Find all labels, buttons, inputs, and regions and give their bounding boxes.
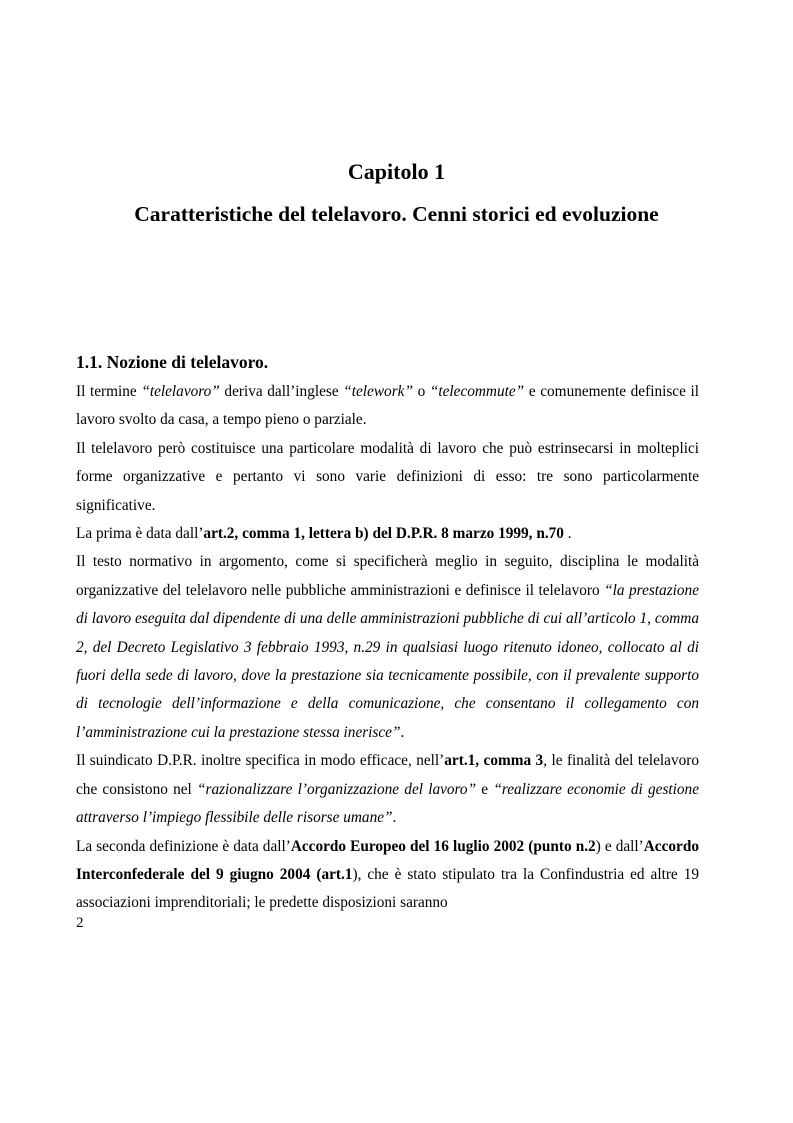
text-run: Il testo normativo in argomento, come si specificherà meglio in seguito, disciplina le modalità organizzative del telelavoro nelle pubbliche amministrazioni e definisce il telelavoro xyxy=(76,553,699,599)
page-number: 2 xyxy=(76,915,84,931)
body-text xyxy=(76,378,699,918)
paragraph-2 xyxy=(76,435,699,520)
italic-quote: “la prestazione di lavoro eseguita dal dipendente di una delle amministrazioni pubbliche di cui all’articolo 1, comma 2, del Decreto Legislativo 3 febbraio 1993, n.29 in qualsiasi luogo ritenuto idoneo, collocato al di fuori della sede di lavoro, dove la prestazione sia tecnicamente possibile, con il prevalente supporto di tecnologie dell’informazione e della comunicazione, che consentano il collegamento con l’amministrazione cui la prestazione stessa inerisce” xyxy=(76,581,699,741)
text-run: . xyxy=(400,723,405,741)
section-heading: 1.1. Nozione di telelavoro. xyxy=(76,352,269,372)
italic-term: “telelavoro” xyxy=(141,383,220,400)
chapter-title: Caratteristiche del telelavoro. Cenni storici ed evoluzione xyxy=(134,202,659,226)
text-run: ), che è stato stipulato tra la Confindustria ed altre 19 associazioni imprenditoriali; le predette disposizioni saranno xyxy=(76,865,699,912)
chapter-label: Capitolo 1 xyxy=(347,159,446,184)
text-run: e xyxy=(476,780,494,798)
text-run: . xyxy=(563,525,572,543)
bold-reference: art.2, comma 1, lettera b) del D.P.R. 8 marzo 1999, n.70 xyxy=(203,525,564,543)
paragraph-6 xyxy=(76,833,699,918)
italic-quote: “razionalizzare l’organizzazione del lavoro” xyxy=(196,780,477,798)
paragraph-5 xyxy=(76,747,699,832)
bold-reference: Accordo Interconfederale del 9 giugno 2004 (art.1 xyxy=(76,837,699,883)
text-run: La prima è data dall’ xyxy=(76,525,204,543)
text-run: Il suindicato D.P.R. inoltre specifica in modo efficace, nell’ xyxy=(76,752,445,770)
text-run: ) e dall’ xyxy=(595,837,644,855)
bold-reference: Accordo Europeo del 16 luglio 2002 (punto n.2 xyxy=(290,837,596,855)
text-run: Il termine xyxy=(76,383,142,400)
italic-term: “telework” xyxy=(343,383,413,400)
text-run: deriva dall’inglese xyxy=(219,383,344,400)
text-run: . xyxy=(392,809,397,827)
paragraph-4 xyxy=(76,548,699,747)
italic-quote: “realizzare economie di gestione attraverso l’impiego flessibile delle risorse umane” xyxy=(76,780,699,827)
bold-reference: art.1, comma 3 xyxy=(444,752,544,770)
paragraph-3 xyxy=(76,520,699,548)
text-run: Il telelavoro però costituisce una particolare modalità di lavoro che può estrinsecarsi in molteplici forme organizzative e pertanto vi sono varie definizioni di esso: tre sono particolarmente significative. xyxy=(76,439,699,514)
text-run: , le finalità del telelavoro che consistono nel xyxy=(76,752,700,798)
text-run: La seconda definizione è data dall’ xyxy=(76,837,291,855)
italic-term: “telecommute” xyxy=(429,383,525,400)
paragraph-1 xyxy=(76,378,699,435)
text-run: e comunemente definisce il lavoro svolto da casa, a tempo pieno o parziale. xyxy=(76,383,699,429)
text-run: o xyxy=(412,383,430,400)
